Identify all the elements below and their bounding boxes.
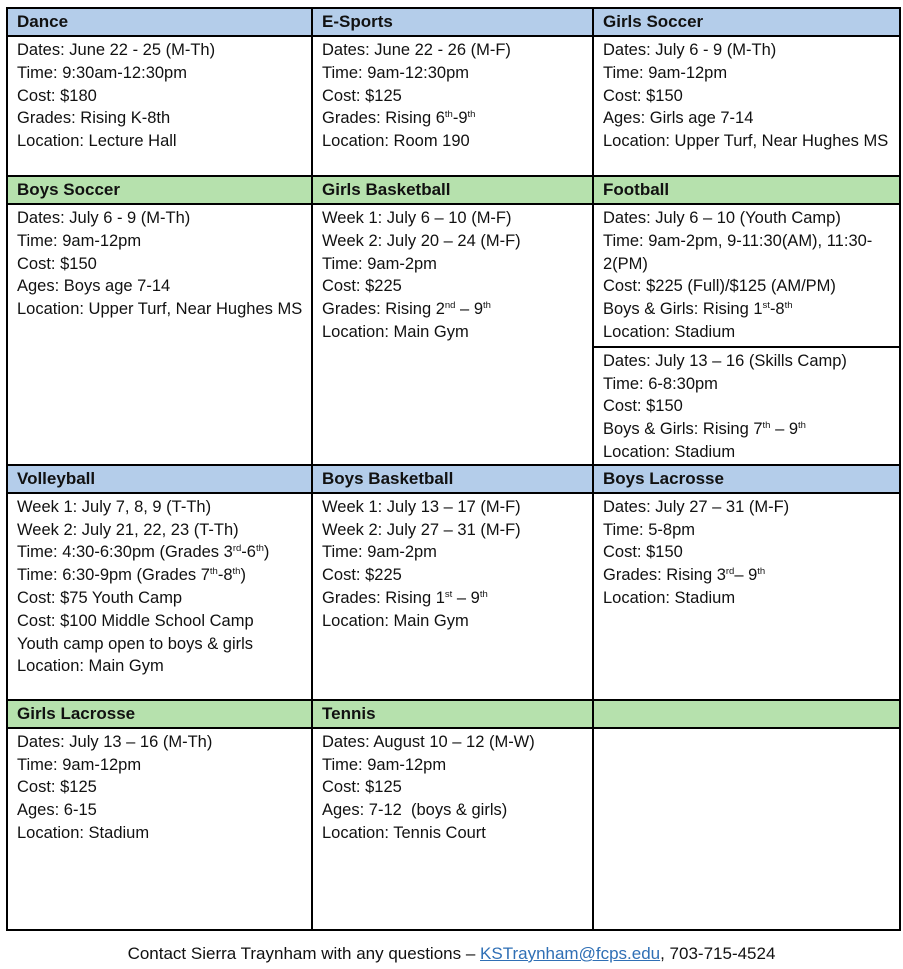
dance-cost: Cost: $180 bbox=[17, 86, 97, 105]
email-link[interactable]: KSTraynham@fcps.edu bbox=[480, 944, 661, 963]
football-youth-camp bbox=[603, 207, 899, 344]
football-skills-dates: Dates: July 13 – 16 (Skills Camp) bbox=[603, 351, 847, 370]
volleyball-time2: Time: 6:30-9pm (Grades 7th-8th) bbox=[17, 566, 246, 585]
girls-lacrosse-dates: Dates: July 13 – 16 (M-Th) bbox=[17, 732, 213, 751]
volleyball-header: Volleyball bbox=[7, 465, 312, 493]
volleyball-note: Youth camp open to boys & girls bbox=[17, 634, 254, 653]
volleyball-location: Location: Main Gym bbox=[17, 657, 164, 676]
esports-location: Location: Room 190 bbox=[322, 132, 470, 151]
boys-basketball-location: Location: Main Gym bbox=[322, 611, 469, 630]
girls-lacrosse-cost: Cost: $125 bbox=[17, 778, 97, 797]
volleyball-details bbox=[7, 493, 312, 700]
girls-soccer-ages: Ages: Girls age 7-14 bbox=[603, 109, 754, 128]
boys-soccer-header: Boys Soccer bbox=[7, 176, 312, 204]
volleyball-week2: Week 2: July 21, 22, 23 (T-Th) bbox=[17, 520, 239, 539]
boys-lacrosse-details bbox=[593, 493, 900, 700]
tennis-location: Location: Tennis Court bbox=[322, 823, 486, 842]
volleyball-time1: Time: 4:30-6:30pm (Grades 3rd-6th) bbox=[17, 543, 270, 562]
football-header: Football bbox=[593, 176, 900, 204]
girls-lacrosse-location: Location: Stadium bbox=[17, 823, 150, 842]
header-row-2 bbox=[7, 176, 900, 204]
football-youth-dates: Dates: July 6 – 10 (Youth Camp) bbox=[603, 209, 841, 227]
girls-basketball-time: Time: 9am-2pm bbox=[322, 254, 437, 273]
boys-soccer-ages: Ages: Boys age 7-14 bbox=[17, 277, 171, 296]
girls-soccer-time: Time: 9am-12pm bbox=[603, 63, 728, 82]
tennis-details bbox=[312, 728, 593, 930]
boys-basketball-time: Time: 9am-2pm bbox=[322, 543, 437, 562]
esports-cost: Cost: $125 bbox=[322, 86, 402, 105]
football-skills-camp bbox=[594, 346, 899, 464]
football-details bbox=[593, 204, 900, 465]
girls-lacrosse-details bbox=[7, 728, 312, 930]
dance-grades: Grades: Rising K-8th bbox=[17, 109, 171, 128]
volleyball-week1: Week 1: July 7, 8, 9 (T-Th) bbox=[17, 497, 212, 516]
empty-cell bbox=[593, 728, 900, 930]
football-skills-location: Location: Stadium bbox=[603, 442, 736, 461]
esports-header: E-Sports bbox=[312, 8, 593, 36]
contact-text: Contact Sierra Traynham with any questions – bbox=[127, 944, 481, 963]
boys-lacrosse-time: Time: 5-8pm bbox=[603, 520, 695, 539]
tennis-dates: Dates: August 10 – 12 (M-W) bbox=[322, 732, 535, 751]
girls-soccer-location: Location: Upper Turf, Near Hughes MS bbox=[603, 132, 889, 151]
football-skills-time: Time: 6-8:30pm bbox=[603, 374, 718, 393]
tennis-header: Tennis bbox=[312, 700, 593, 728]
header-row-3 bbox=[7, 465, 900, 493]
girls-soccer-details bbox=[593, 36, 900, 176]
boys-lacrosse-grades: Grades: Rising 3rd– 9th bbox=[603, 566, 766, 585]
camp-schedule-table bbox=[6, 7, 901, 931]
boys-lacrosse-cost: Cost: $150 bbox=[603, 543, 683, 562]
boys-basketball-week2: Week 2: July 27 – 31 (M-F) bbox=[322, 520, 521, 539]
empty-header bbox=[593, 700, 900, 728]
tennis-ages: Ages: 7-12 (boys & girls) bbox=[322, 801, 508, 820]
contact-footer bbox=[0, 944, 903, 964]
football-skills-cost: Cost: $150 bbox=[603, 397, 683, 416]
esports-time: Time: 9am-12:30pm bbox=[322, 63, 470, 82]
dance-details bbox=[7, 36, 312, 176]
football-youth-location: Location: Stadium bbox=[603, 322, 736, 341]
dance-time: Time: 9:30am-12:30pm bbox=[17, 63, 187, 82]
girls-lacrosse-ages: Ages: 6-15 bbox=[17, 801, 97, 820]
boys-lacrosse-dates: Dates: July 27 – 31 (M-F) bbox=[603, 497, 790, 516]
football-youth-cost: Cost: $225 (Full)/$125 (AM/PM) bbox=[603, 277, 836, 296]
esports-grades: Grades: Rising 6th-9th bbox=[322, 109, 476, 128]
tennis-time: Time: 9am-12pm bbox=[322, 755, 447, 774]
dance-header: Dance bbox=[7, 8, 312, 36]
boys-basketball-header: Boys Basketball bbox=[312, 465, 593, 493]
content-row-4 bbox=[7, 728, 900, 930]
header-row-1 bbox=[7, 8, 900, 36]
volleyball-cost2: Cost: $100 Middle School Camp bbox=[17, 611, 254, 630]
girls-lacrosse-time: Time: 9am-12pm bbox=[17, 755, 142, 774]
boys-soccer-time: Time: 9am-12pm bbox=[17, 231, 142, 250]
boys-soccer-dates: Dates: July 6 - 9 (M-Th) bbox=[17, 209, 191, 227]
boys-basketball-details bbox=[312, 493, 593, 700]
girls-basketball-cost: Cost: $225 bbox=[322, 277, 402, 296]
girls-basketball-week2: Week 2: July 20 – 24 (M-F) bbox=[322, 231, 521, 250]
dance-dates: Dates: June 22 - 25 (M-Th) bbox=[17, 41, 216, 59]
girls-basketball-header: Girls Basketball bbox=[312, 176, 593, 204]
header-row-4 bbox=[7, 700, 900, 728]
girls-soccer-dates: Dates: July 6 - 9 (M-Th) bbox=[603, 41, 777, 59]
content-row-2 bbox=[7, 204, 900, 465]
girls-basketball-details bbox=[312, 204, 593, 465]
boys-lacrosse-header: Boys Lacrosse bbox=[593, 465, 900, 493]
girls-soccer-header: Girls Soccer bbox=[593, 8, 900, 36]
boys-soccer-location: Location: Upper Turf, Near Hughes MS bbox=[17, 300, 303, 319]
boys-soccer-cost: Cost: $150 bbox=[17, 254, 97, 273]
content-row-1 bbox=[7, 36, 900, 176]
boys-basketball-week1: Week 1: July 13 – 17 (M-F) bbox=[322, 497, 521, 516]
esports-details bbox=[312, 36, 593, 176]
boys-basketball-cost: Cost: $225 bbox=[322, 566, 402, 585]
football-youth-time: Time: 9am-2pm, 9-11:30(AM), 11:30-2(PM) bbox=[603, 231, 873, 273]
girls-basketball-week1: Week 1: July 6 – 10 (M-F) bbox=[322, 209, 512, 227]
boys-lacrosse-location: Location: Stadium bbox=[603, 588, 736, 607]
dance-location: Location: Lecture Hall bbox=[17, 132, 177, 151]
volleyball-cost1: Cost: $75 Youth Camp bbox=[17, 588, 183, 607]
girls-basketball-location: Location: Main Gym bbox=[322, 322, 469, 341]
girls-soccer-cost: Cost: $150 bbox=[603, 86, 683, 105]
contact-phone: , 703-715-4524 bbox=[660, 944, 776, 963]
content-row-3 bbox=[7, 493, 900, 700]
girls-basketball-grades: Grades: Rising 2nd – 9th bbox=[322, 300, 491, 319]
tennis-cost: Cost: $125 bbox=[322, 778, 402, 797]
boys-soccer-details bbox=[7, 204, 312, 465]
esports-dates: Dates: June 22 - 26 (M-F) bbox=[322, 41, 511, 59]
football-youth-grades: Boys & Girls: Rising 1st-8th bbox=[603, 300, 793, 319]
girls-lacrosse-header: Girls Lacrosse bbox=[7, 700, 312, 728]
football-skills-grades: Boys & Girls: Rising 7th – 9th bbox=[603, 420, 806, 439]
boys-basketball-grades: Grades: Rising 1st – 9th bbox=[322, 588, 488, 607]
